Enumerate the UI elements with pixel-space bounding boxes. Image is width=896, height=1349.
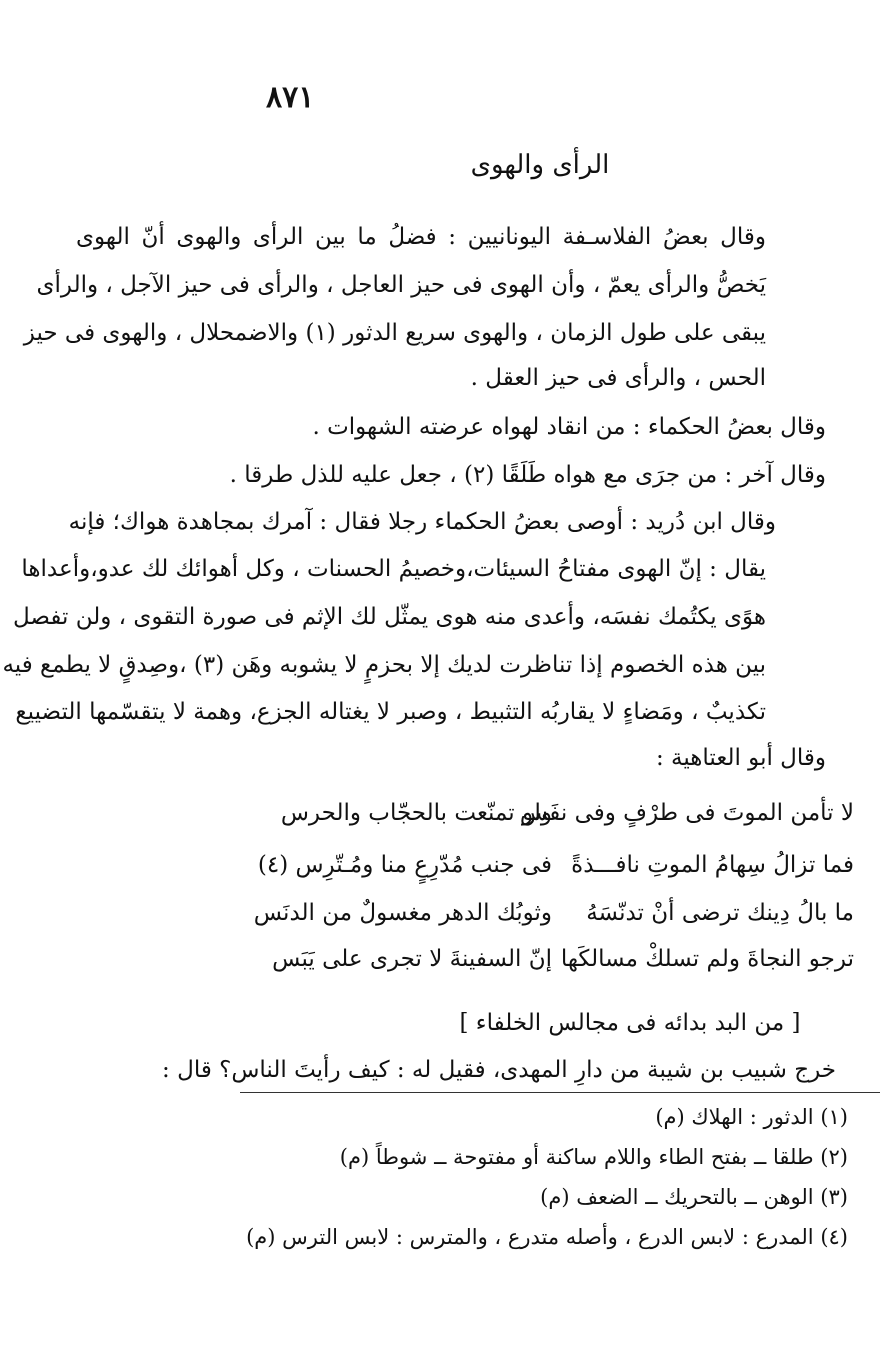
body-line: بين هذه الخصوم إذا تناظرت لديك إلا بحزمٍ لا يشوبه وهَن (٣) ،وصِدقٍ لا يطمع فيه [2,652,766,678]
verse-second-hemistich: وثوبُك الدهر مغسولٌ من الدنَس [253,900,552,926]
body-line: تكذيبٌ ، ومَضاءٍ لا يقاربُه التثبيط ، وصبر لا يغتاله الجزع، وهمة لا يتقسّمها التضييع [15,699,766,725]
verse-first-hemistich: لا تأمن الموتَ فى طرْفٍ وفى نفَس [519,800,854,826]
section-first-line: خرج شبيب بن شيبة من دارِ المهدى، فقيل له : كيف رأيتَ الناس؟ قال : [162,1057,836,1083]
page-number: ٨٧١ [266,80,315,115]
body-line: وقال آخر : من جرَى مع هواه طَلَقًا (٢) ، جعل عليه للذل طرقا . [229,462,826,488]
verse-second-hemistich: ولو تمنّعت بالحجّاب والحرس [280,800,552,826]
footnote: (٤) المدرع : لابس الدرع ، وأصله متدرع ، والمترس : لابس الترس (م) [246,1225,848,1249]
verse-first-hemistich: فما تزالُ سِهامُ الموتِ نافـــذةً [571,852,854,878]
page-title: الرأى والهوى [470,150,610,180]
footnote-divider [240,1092,880,1093]
body-line: هوًى يكتُمك نفسَه، وأعدى منه هوى يمثّل لك الإثم فى صورة التقوى ، ولن تفصل [12,604,766,630]
body-line: يَخصُّ والرأى يعمّ ، وأن الهوى فى حيز العاجل ، والرأى فى حيز الآجل ، والرأى [36,272,766,298]
verse-second-hemistich: فى جنب مُدّرِعٍ منا ومُـتّرِس (٤) [257,852,552,878]
footnote: (١) الدثور : الهلاك (م) [655,1105,848,1129]
body-line: وقال أبو العتاهية : [655,745,826,771]
body-line: يبقى على طول الزمان ، والهوى سريع الدثور (١) والاضمحلال ، والهوى فى حيز [23,320,766,346]
body-line: وقال ابن دُريد : أوصى بعضُ الحكماء رجلا فقال : آمرك بمجاهدة هواك؛ فإنه [68,509,776,535]
body-line: وقال بعضُ الفلاسـفة اليونانيين : فضلُ ما بين الرأى والهوى أنّ الهوى [76,224,766,250]
body-line: وقال بعضُ الحكماء : من انقاد لهواه عرضته الشهوات . [312,414,826,440]
body-line: يقال : إنّ الهوى مفتاحُ السيئات،وخصيمُ الحسنات ، وكل أهوائك لك عدو،وأعداها [21,556,766,582]
footnote: (٢) طلقا ــ بفتح الطاء واللام ساكنة أو مفتوحة ــ شوطاً (م) [339,1145,848,1169]
verse-first-hemistich: ما بالُ دِينك ترضى أنْ تدنّسَهُ [586,900,854,926]
body-line: الحس ، والرأى فى حيز العقل . [470,365,766,391]
verse-first-hemistich: ترجو النجاةَ ولم تسلكْ مسالكَها [560,946,854,972]
verse-second-hemistich: إنّ السفينةَ لا تجرى على يَبَس [272,946,552,972]
footnote: (٣) الوهن ــ بالتحريك ــ الضعف (م) [540,1185,848,1209]
section-heading: [ من البد بدائه فى مجالس الخلفاء ] [459,1010,801,1036]
